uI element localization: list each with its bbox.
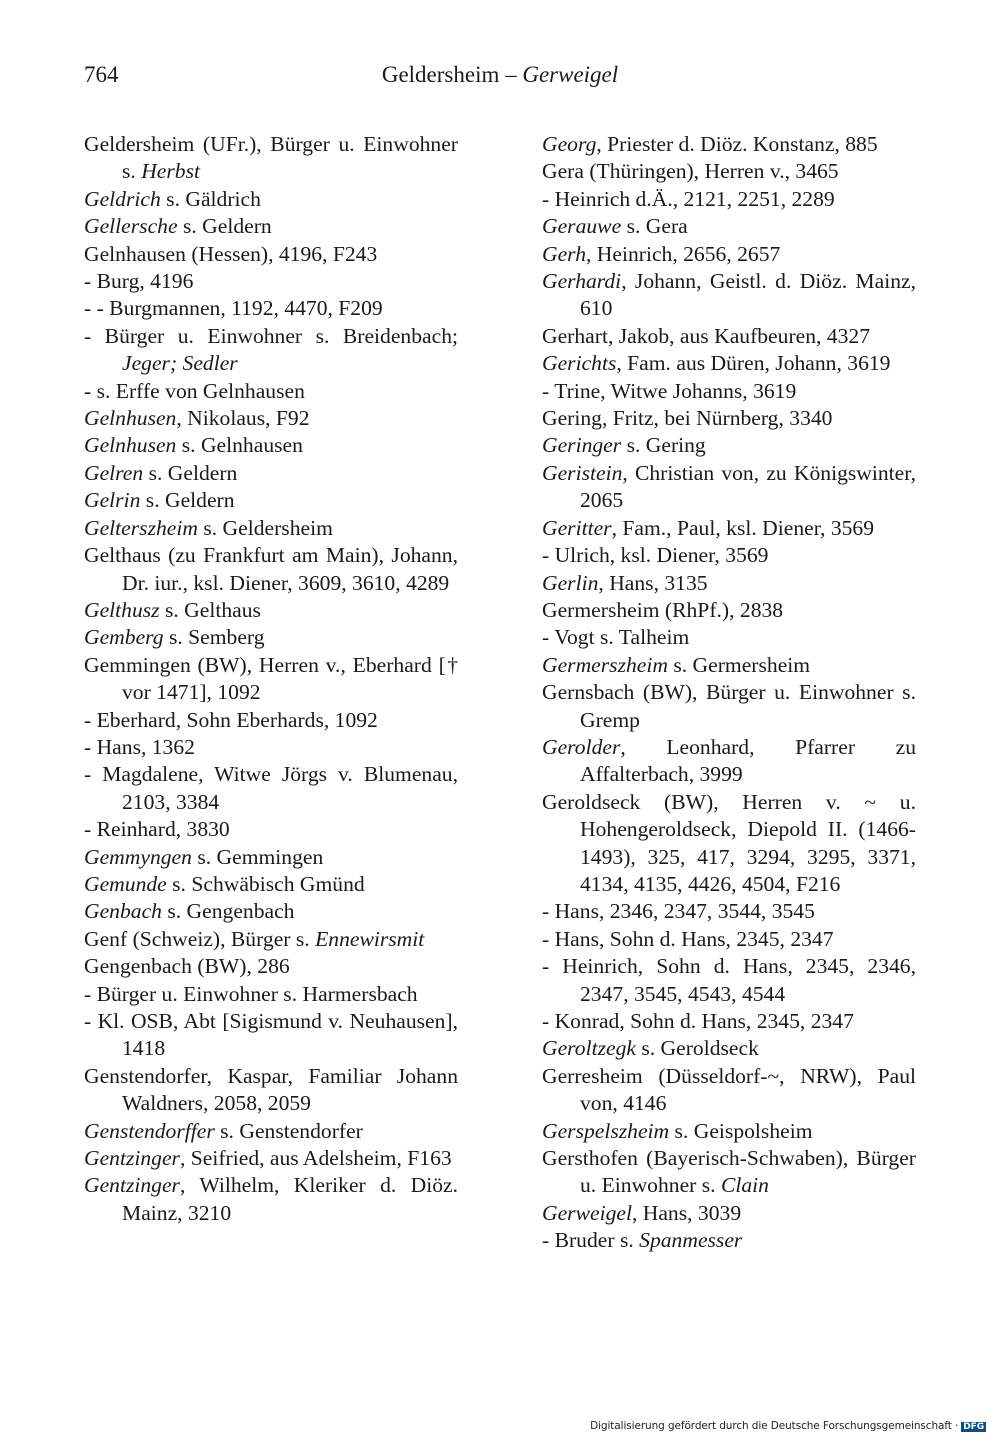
entry-text: , Nikolaus, F92 bbox=[176, 406, 310, 431]
entry-text: Geldersheim (UFr.), Bürger u. Einwohner s. bbox=[84, 132, 458, 184]
entry-text: s. Geldern bbox=[140, 488, 235, 513]
entry-italic-text: Spanmesser bbox=[639, 1228, 743, 1253]
entry-text: Genf (Schweiz), Bürger s. bbox=[84, 926, 316, 951]
index-entry bbox=[84, 542, 458, 597]
index-entry bbox=[84, 652, 458, 707]
index-entry bbox=[84, 926, 458, 953]
entry-text: Gerresheim (Düsseldorf-~, NRW), Paul von, 4146 bbox=[542, 1063, 916, 1116]
entry-italic-text: Gerweigel bbox=[542, 1200, 632, 1225]
funding-note bbox=[590, 1420, 986, 1432]
entry-text: s. Geispolsheim bbox=[669, 1118, 813, 1143]
entry-text: - Heinrich d.Ä., 2121, 2251, 2289 bbox=[542, 186, 835, 211]
index-entry bbox=[542, 1063, 916, 1118]
index-entry bbox=[542, 131, 916, 158]
index-entry bbox=[84, 1118, 458, 1145]
entry-text: Gering, Fritz, bei Nürnberg, 3340 bbox=[542, 406, 833, 431]
entry-text: Genstendorfer, Kaspar, Familiar Johann Waldners, 2058, 2059 bbox=[84, 1063, 458, 1116]
index-entry bbox=[84, 213, 458, 240]
entry-text: - Burg, 4196 bbox=[84, 269, 194, 294]
entry-italic-text: Geldrich bbox=[84, 186, 161, 211]
index-entry bbox=[542, 1008, 916, 1035]
entry-text: s. Germersheim bbox=[667, 652, 811, 677]
entry-text: s. Genstendorfer bbox=[214, 1118, 363, 1143]
entry-italic-text: Gerichts bbox=[542, 351, 617, 376]
entry-italic-text: Gentzinger bbox=[84, 1173, 180, 1198]
entry-text: - Ulrich, ksl. Diener, 3569 bbox=[542, 543, 769, 568]
entry-text: Gerhart, Jakob, aus Kaufbeuren, 4327 bbox=[542, 323, 870, 348]
index-entry bbox=[542, 542, 916, 569]
entry-italic-text: Gelterszheim bbox=[84, 515, 198, 540]
entry-text: s. Semberg bbox=[163, 625, 265, 650]
entry-text: s. Gelnhausen bbox=[176, 433, 303, 458]
index-entry bbox=[84, 405, 458, 432]
index-entry bbox=[542, 1035, 916, 1062]
left-column bbox=[84, 131, 458, 1227]
right-column bbox=[542, 131, 916, 1255]
index-entry bbox=[84, 515, 458, 542]
index-entry bbox=[84, 981, 458, 1008]
running-title-plain: Geldersheim – bbox=[381, 62, 523, 87]
entry-text: , Fam. aus Düren, Johann, 3619 bbox=[616, 351, 891, 376]
entry-italic-text: Gelrin bbox=[84, 488, 141, 513]
entry-text: - Hans, 2346, 2347, 3544, 3545 bbox=[542, 899, 815, 924]
index-entry bbox=[542, 1200, 916, 1227]
entry-text: , Fam., Paul, ksl. Diener, 3569 bbox=[611, 515, 875, 540]
entry-text: - Hans, 1362 bbox=[84, 734, 195, 759]
entry-italic-text: Gerolder bbox=[542, 734, 621, 759]
entry-italic-text: Gemmyngen bbox=[84, 844, 192, 869]
index-entry bbox=[542, 953, 916, 1008]
entry-text: s. Geldersheim bbox=[197, 515, 333, 540]
entry-italic-text: Geringer bbox=[542, 433, 622, 458]
entry-italic-text: Gerh bbox=[542, 241, 586, 266]
index-entry bbox=[542, 789, 916, 899]
index-entry bbox=[84, 1063, 458, 1118]
entry-text: - - Burgmannen, 1192, 4470, F209 bbox=[84, 296, 383, 321]
entry-text: Gelthaus (zu Frankfurt am Main), Johann, Dr. iur., ksl. Diener, 3609, 3610, 4289 bbox=[84, 543, 458, 595]
index-entry bbox=[542, 186, 916, 213]
entry-italic-text: Gelnhusen bbox=[84, 433, 177, 458]
index-entry bbox=[84, 1008, 458, 1063]
entry-text: - Vogt s. Talheim bbox=[542, 625, 690, 650]
entry-text: - Heinrich, Sohn d. Hans, 2345, 2346, 2347, 3545, 4543, 4544 bbox=[542, 954, 916, 1006]
index-entry bbox=[542, 926, 916, 953]
entry-italic-text: Gellersche bbox=[84, 214, 178, 239]
index-entry bbox=[84, 378, 458, 405]
entry-italic-text: Clain bbox=[720, 1173, 769, 1198]
entry-text: Gengenbach (BW), 286 bbox=[84, 954, 290, 979]
entry-text: - Konrad, Sohn d. Hans, 2345, 2347 bbox=[542, 1009, 854, 1033]
index-entry bbox=[542, 515, 916, 542]
index-entry bbox=[84, 131, 458, 186]
entry-text: - Magdalene, Witwe Jörgs v. Blumenau, 2103, 3384 bbox=[84, 762, 458, 814]
entry-italic-text: Georg bbox=[542, 132, 597, 156]
entry-text: s. Gengenbach bbox=[161, 899, 295, 924]
entry-italic-text: Gerauwe bbox=[542, 214, 622, 239]
index-entry bbox=[84, 624, 458, 651]
index-entry bbox=[542, 350, 916, 377]
index-entry bbox=[542, 1118, 916, 1145]
index-entry bbox=[84, 953, 458, 980]
entry-italic-text: Jeger; Sedler bbox=[122, 351, 238, 376]
entry-text: s. Geroldseck bbox=[635, 1036, 759, 1061]
entry-italic-text: Geritter bbox=[542, 515, 612, 540]
entry-italic-text: Gerspelszheim bbox=[542, 1118, 670, 1143]
running-title-italic: Gerweigel bbox=[522, 62, 619, 87]
index-entry bbox=[84, 871, 458, 898]
index-entry bbox=[84, 295, 458, 322]
entry-text: - Kl. OSB, Abt [Sigismund v. Neuhausen], 1418 bbox=[84, 1009, 458, 1061]
entry-text: - Reinhard, 3830 bbox=[84, 817, 230, 842]
index-entry bbox=[84, 898, 458, 925]
entry-text: Gera (Thüringen), Herren v., 3465 bbox=[542, 159, 839, 184]
entry-text: , Johann, Geistl. d. Diöz. Mainz, 610 bbox=[580, 269, 916, 321]
entry-italic-text: Geroltzegk bbox=[542, 1036, 636, 1061]
index-entry bbox=[542, 1145, 916, 1200]
entry-text: s. Geldern bbox=[177, 214, 272, 239]
index-entry bbox=[542, 405, 916, 432]
entry-text: - s. Erffe von Gelnhausen bbox=[84, 378, 305, 403]
entry-text: s. Gäldrich bbox=[160, 186, 261, 211]
entry-text: - Eberhard, Sohn Eberhards, 1092 bbox=[84, 707, 378, 732]
entry-text: , Christian von, zu Königswinter, 2065 bbox=[580, 460, 916, 513]
entry-text: - Bruder s. bbox=[542, 1228, 640, 1253]
index-entry bbox=[84, 734, 458, 761]
index-entry bbox=[84, 323, 458, 378]
index-entry bbox=[84, 186, 458, 213]
entry-text: Gemmingen (BW), Herren v., Eberhard [† vor 1471], 1092 bbox=[84, 652, 458, 705]
entry-text: , Wilhelm, Kleriker d. Diöz. Mainz, 3210 bbox=[122, 1173, 458, 1225]
index-entry bbox=[542, 1227, 916, 1254]
funding-note-text: Digitalisierung gefördert durch die Deutsche Forschungsgemeinschaft · bbox=[590, 1420, 959, 1432]
index-entry bbox=[542, 158, 916, 185]
entry-italic-text: Gelren bbox=[84, 460, 144, 485]
entry-text: Gernsbach (BW), Bürger u. Einwohner s. Gremp bbox=[542, 680, 916, 732]
entry-italic-text: Genstendorffer bbox=[84, 1118, 215, 1143]
entry-italic-text: Herbst bbox=[141, 159, 200, 184]
index-entry bbox=[542, 624, 916, 651]
entry-text: , Hans, 3039 bbox=[631, 1200, 742, 1225]
entry-text: s. Gering bbox=[621, 433, 706, 458]
entry-text: , Priester d. Diöz. Konstanz, 885 bbox=[596, 132, 878, 156]
index-entry bbox=[84, 707, 458, 734]
index-entry bbox=[542, 460, 916, 515]
index-entry bbox=[84, 844, 458, 871]
entry-italic-text: Gelthusz bbox=[84, 597, 160, 622]
index-entry bbox=[542, 378, 916, 405]
entry-text: s. Gera bbox=[621, 214, 688, 239]
entry-italic-text: Gemberg bbox=[84, 625, 164, 650]
index-entry bbox=[542, 679, 916, 734]
entry-text: , Seifried, aus Adelsheim, F163 bbox=[179, 1146, 452, 1171]
index-entry bbox=[542, 213, 916, 240]
index-entry bbox=[542, 323, 916, 350]
index-entry bbox=[84, 432, 458, 459]
index-entry bbox=[542, 268, 916, 323]
entry-italic-text: Gentzinger bbox=[84, 1146, 180, 1171]
index-entry bbox=[84, 816, 458, 843]
entry-text: s. Gelthaus bbox=[159, 597, 261, 622]
index-entry bbox=[542, 570, 916, 597]
entry-text: s. Schwäbisch Gmünd bbox=[166, 871, 365, 896]
dfg-logo: DFG bbox=[963, 1422, 984, 1432]
index-entry bbox=[542, 432, 916, 459]
entry-text: - Bürger u. Einwohner s. Harmersbach bbox=[84, 981, 418, 1006]
index-entry bbox=[542, 734, 916, 789]
index-entry bbox=[84, 1145, 458, 1172]
entry-text: s. Geldern bbox=[143, 460, 238, 485]
entry-text: Geroldseck (BW), Herren v. ~ u. Hohengeroldseck, Diepold II. (1466-1493), 325, 417, 3294, 3295, 3371, 4134, 4135, 4426, 4504, F216 bbox=[542, 789, 916, 896]
entry-italic-text: Genbach bbox=[84, 899, 162, 924]
entry-text: - Trine, Witwe Johanns, 3619 bbox=[542, 378, 797, 403]
entry-text: Gelnhausen (Hessen), 4196, F243 bbox=[84, 241, 378, 266]
entry-text: Germersheim (RhPf.), 2838 bbox=[542, 597, 784, 622]
entry-italic-text: Gemunde bbox=[84, 871, 167, 896]
entry-text: , Leonhard, Pfarrer zu Affalterbach, 3999 bbox=[580, 734, 916, 787]
entry-italic-text: Geristein bbox=[542, 460, 623, 485]
entry-text: s. Gemmingen bbox=[191, 844, 324, 869]
index-entry bbox=[542, 597, 916, 624]
entry-italic-text: Gerlin bbox=[542, 570, 599, 595]
index-entry bbox=[84, 761, 458, 816]
index-entry bbox=[84, 597, 458, 624]
entry-text: , Hans, 3135 bbox=[598, 570, 708, 595]
index-entry bbox=[84, 241, 458, 268]
entry-text: , Heinrich, 2656, 2657 bbox=[586, 241, 781, 266]
page-number: 764 bbox=[84, 62, 119, 87]
index-entry bbox=[542, 652, 916, 679]
entry-italic-text: Ennewirsmit bbox=[315, 926, 425, 951]
entry-italic-text: Gerhardi bbox=[542, 269, 622, 294]
page-header bbox=[0, 62, 1000, 96]
index-entry bbox=[542, 241, 916, 268]
entry-italic-text: Germerszheim bbox=[542, 652, 668, 677]
running-title bbox=[0, 62, 1000, 88]
index-entry bbox=[84, 460, 458, 487]
entry-italic-text: Gelnhusen bbox=[84, 406, 177, 431]
index-entry bbox=[84, 268, 458, 295]
index-entry bbox=[542, 898, 916, 925]
index-entry bbox=[84, 487, 458, 514]
entry-text: - Hans, Sohn d. Hans, 2345, 2347 bbox=[542, 926, 834, 951]
entry-text: - Bürger u. Einwohner s. Breidenbach; bbox=[84, 323, 458, 348]
index-entry bbox=[84, 1172, 458, 1227]
entry-text: Gersthofen (Bayerisch-Schwaben), Bürger u. Einwohner s. bbox=[542, 1146, 916, 1198]
